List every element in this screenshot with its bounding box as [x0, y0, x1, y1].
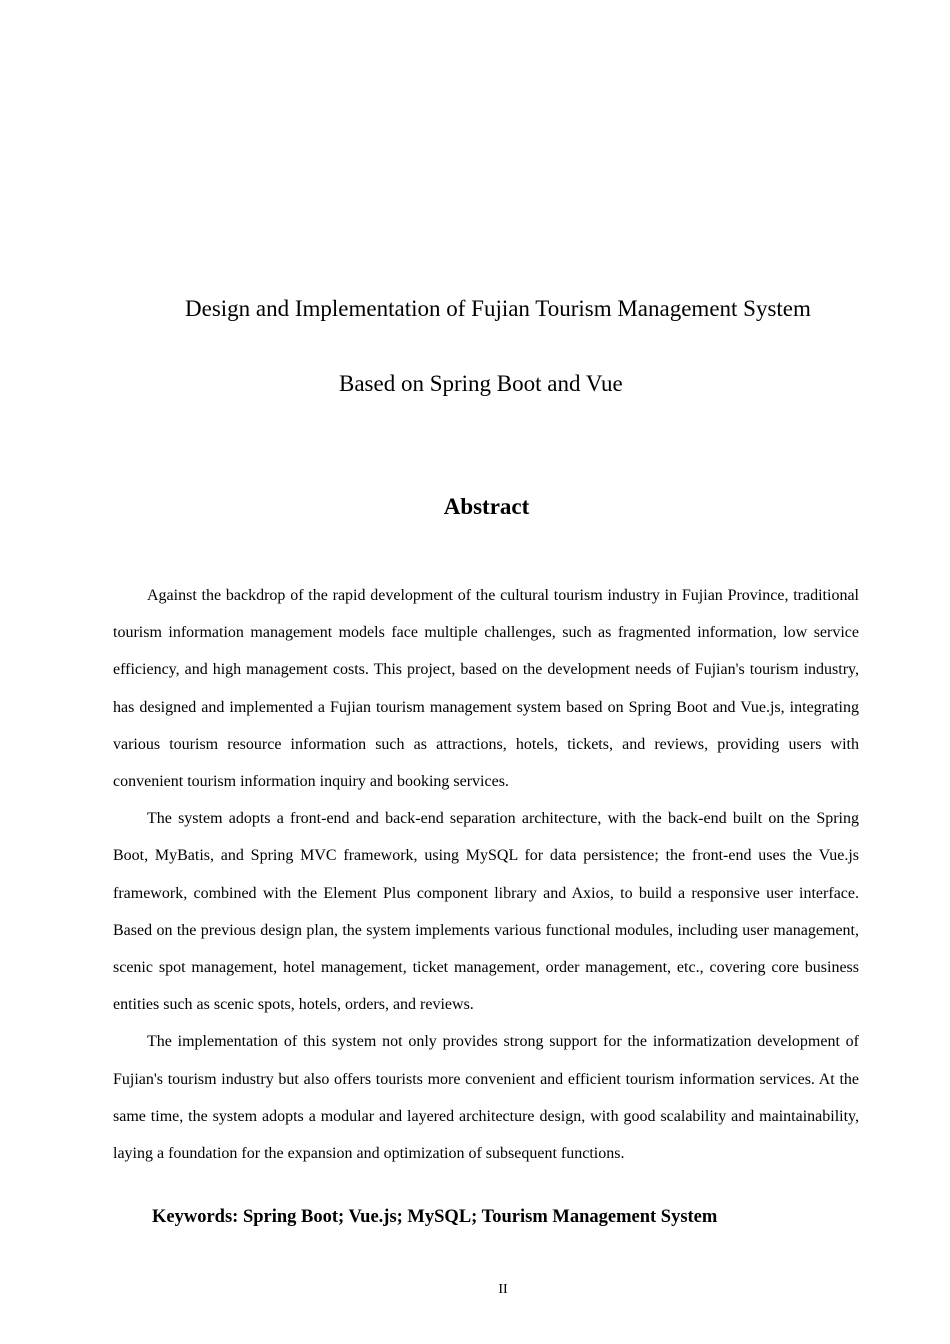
abstract-body: [113, 577, 859, 1172]
abstract-paragraph-3: The implementation of this system not only provides strong support for the informatization development of Fujian's tourism industry but also offers tourists more convenient and efficient tourism information services. At the same time, the system adopts a modular and layered architecture design, with good scalability and maintainability, laying a foundation for the expansion and optimization of subsequent functions.: [113, 1033, 859, 1163]
document-title-line-1: Design and Implementation of Fujian Tourism Management System: [185, 296, 811, 321]
page-number: II: [498, 1282, 508, 1297]
keywords-line: Keywords: Spring Boot; Vue.js; MySQL; Tourism Management System: [152, 1207, 718, 1227]
abstract-paragraph-2: The system adopts a front-end and back-end separation architecture, with the back-end built on the Spring Boot, MyBatis, and Spring MVC framework, using MySQL for data persistence; the front-end uses the Vue.js framework, combined with the Element Plus component library and Axios, to build a responsive user interface. Based on the previous design plan, the system implements various functional modules, including user management, scenic spot management, hotel management, ticket management, order management, etc., covering core business entities such as scenic spots, hotels, orders, and reviews.: [113, 810, 859, 1014]
abstract-paragraph-1: Against the backdrop of the rapid development of the cultural tourism industry in Fujian Province, traditional tourism information management models face multiple challenges, such as fragmented information, low service efficiency, and high management costs. This project, based on the development needs of Fujian's tourism industry, has designed and implemented a Fujian tourism management system based on Spring Boot and Vue.js, integrating various tourism resource information such as attractions, hotels, tickets, and reviews, providing users with convenient tourism information inquiry and booking services.: [113, 587, 859, 791]
document-title-line-2: Based on Spring Boot and Vue: [339, 371, 623, 396]
abstract-heading: Abstract: [443, 494, 530, 519]
